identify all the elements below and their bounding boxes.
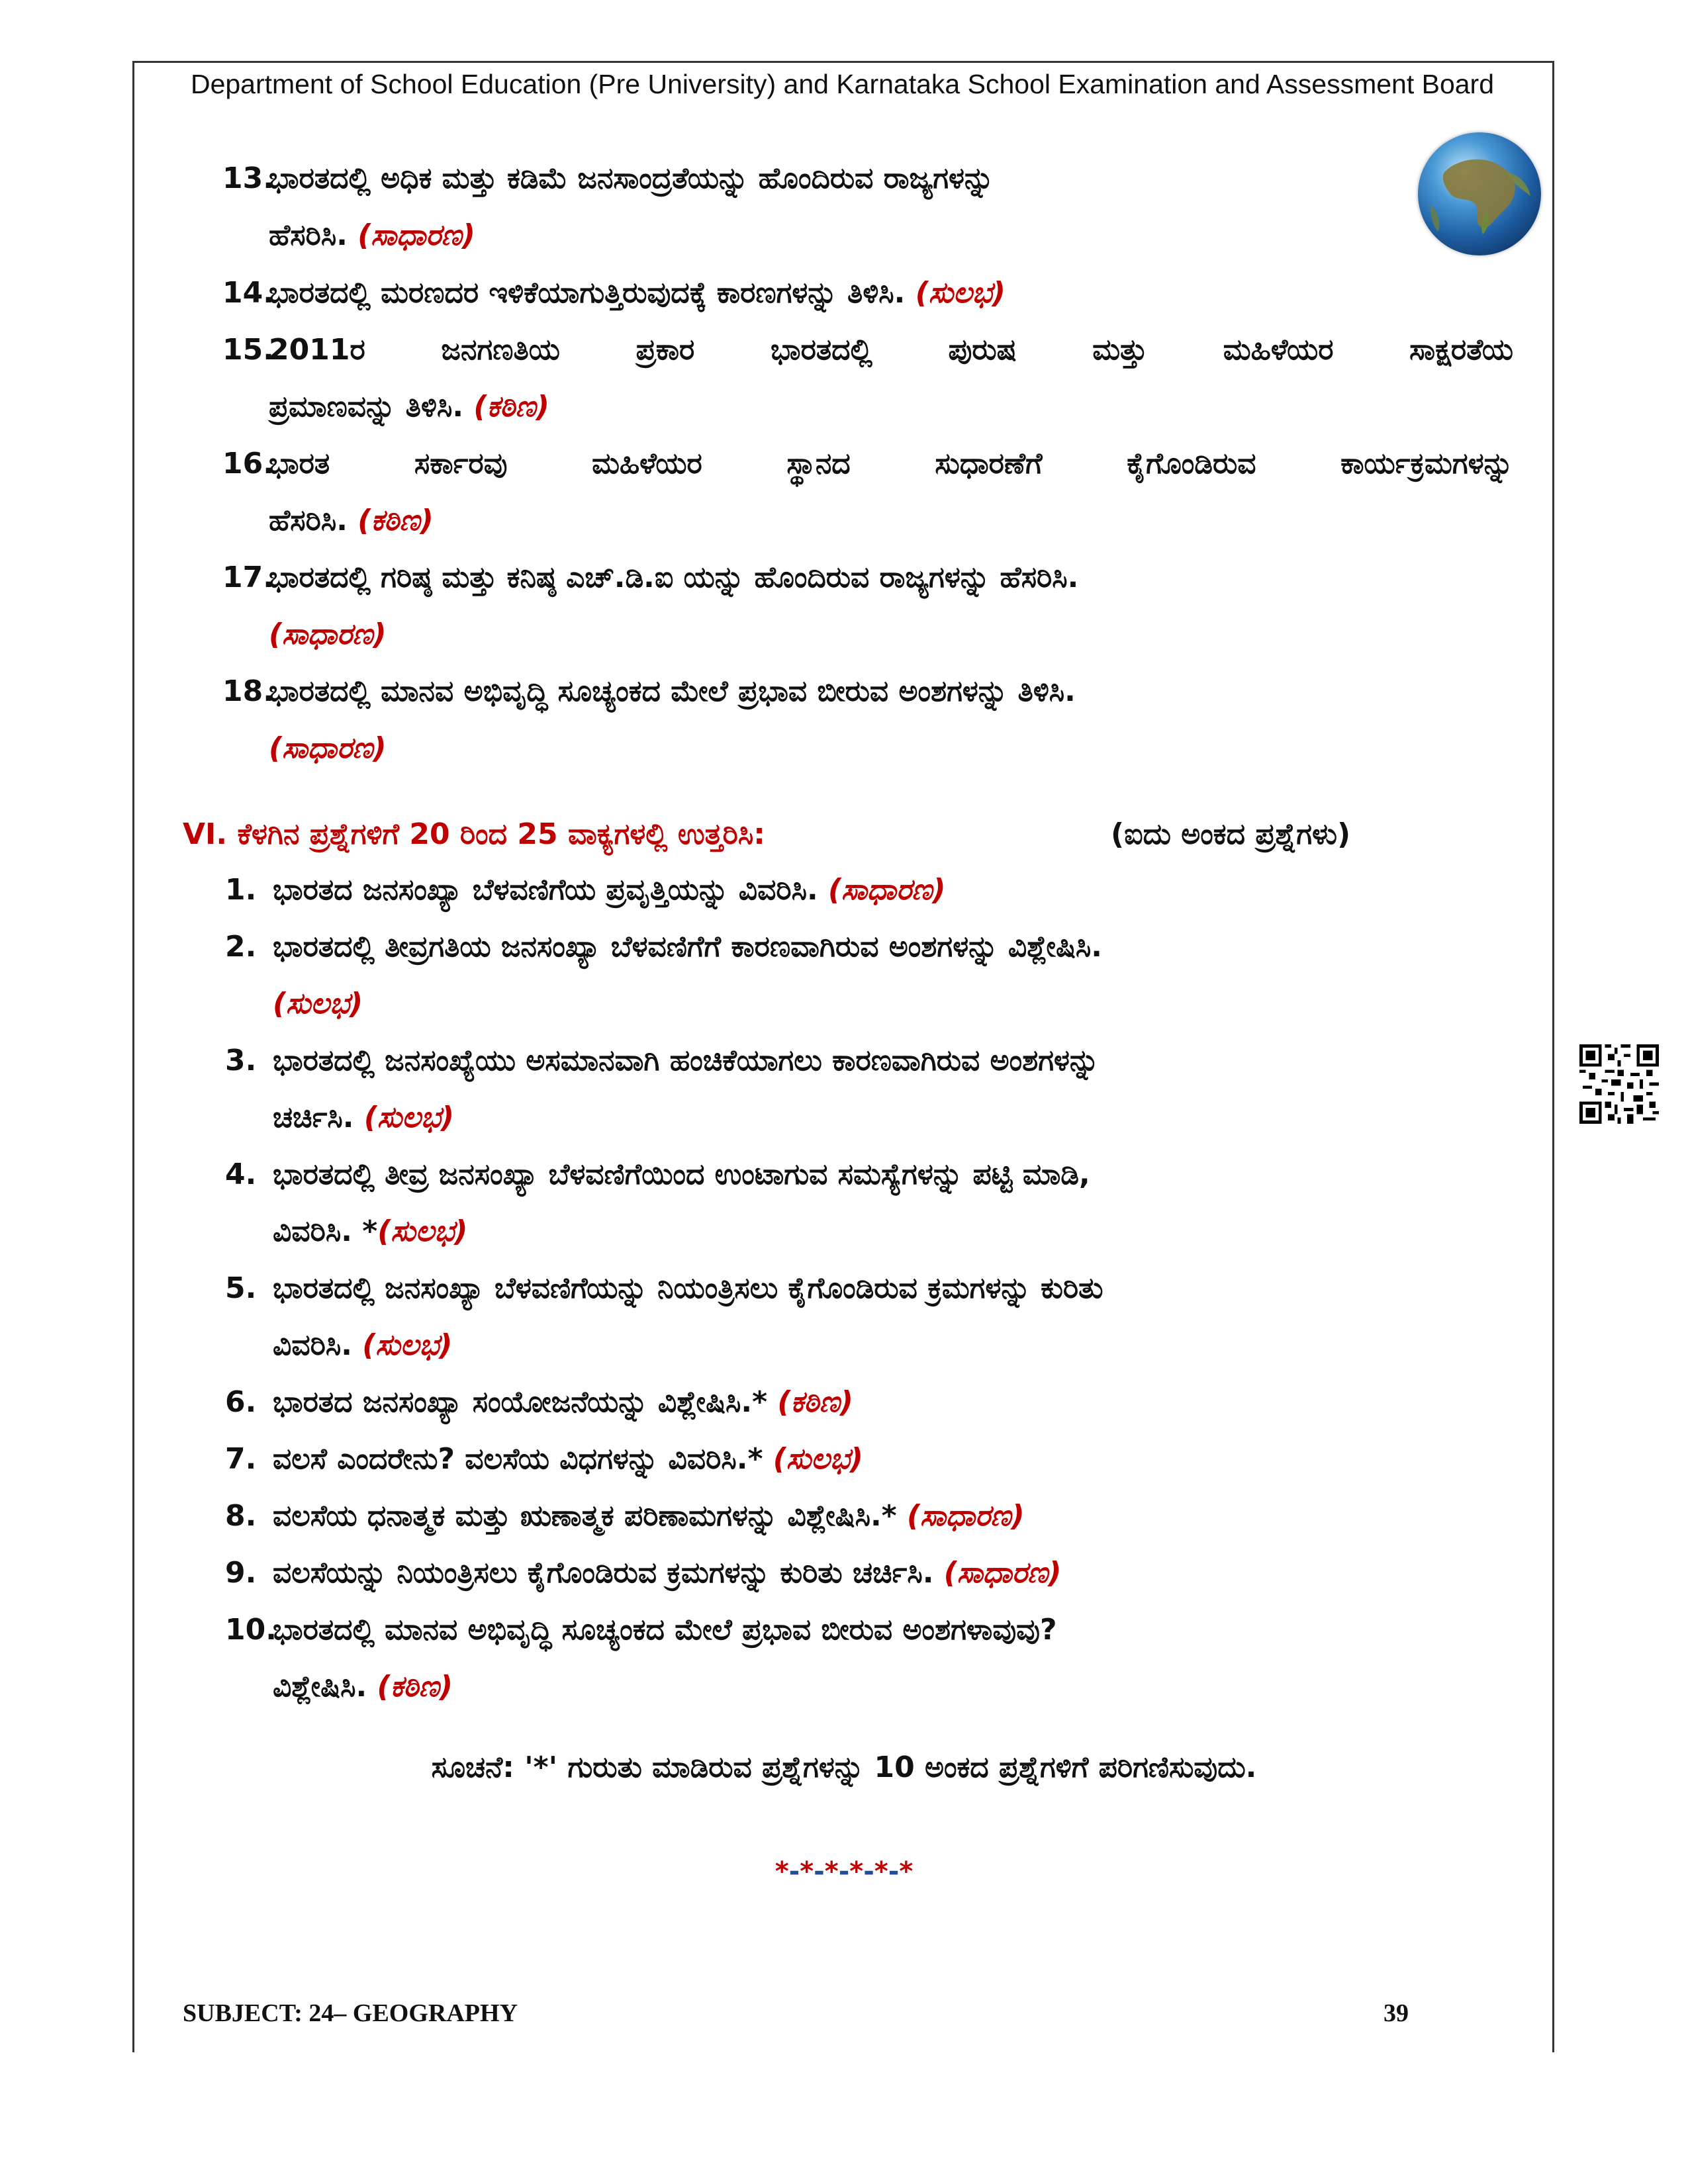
question-number: 10.	[225, 1613, 277, 1647]
question-text: ಭಾರತದಲ್ಲಿ ಗರಿಷ್ಠ ಮತ್ತು ಕನಿಷ್ಠ ಎಚ್.ಡಿ.ಐ ಯನ್ನು ಹೊಂದಿರುವ ರಾಜ್ಯಗಳನ್ನು ಹೆಸರಿಸಿ.	[269, 561, 1079, 594]
end-marker	[0, 1856, 1688, 1887]
question-text: ವಿವರಿಸಿ.	[273, 1328, 352, 1362]
question-number: 5.	[225, 1271, 257, 1305]
globe-landmass	[1418, 132, 1541, 255]
question-text: ಭಾರತದ ಜನಸಂಖ್ಯಾ ಸಂಯೋಜನೆಯನ್ನು ವಿಶ್ಲೇಷಿಸಿ.*	[273, 1385, 768, 1419]
question-number: 6.	[225, 1385, 257, 1419]
difficulty-tag: (ಸುಲಭ)	[773, 1442, 863, 1476]
question-2	[225, 919, 1516, 1032]
question-number: 15.	[222, 333, 274, 367]
instruction-note: ಸೂಚನೆ: '*' ಗುರುತು ಮಾಡಿರುವ ಪ್ರಶ್ನೆಗಳನ್ನು 10 ಅಂಕದ ಪ್ರಶ್ನೆಗಳಿಗೆ ಪರಿಗಣಿಸುವುದು.	[431, 1751, 1257, 1784]
difficulty-tag: (ಸುಲಭ)	[377, 1214, 468, 1248]
question-text: ಹೆಸರಿಸಿ.	[269, 504, 348, 537]
question-number: 8.	[225, 1499, 257, 1533]
question-number: 14.	[222, 276, 274, 310]
question-number: 16.	[222, 447, 274, 480]
question-number: 2.	[225, 930, 257, 964]
question-1	[225, 862, 1516, 919]
difficulty-tag: (ಸಾಧಾರಣ)	[269, 617, 387, 651]
question-8	[225, 1488, 1516, 1545]
difficulty-tag: (ಕಠಿಣ)	[473, 390, 549, 424]
difficulty-tag: (ಸುಲಭ)	[363, 1101, 454, 1134]
question-text: ಹೆಸರಿಸಿ.	[269, 218, 348, 252]
question-15	[222, 322, 1513, 435]
page-header: Department of School Education (Pre University) and Karnataka School Examination and Assessment Board	[190, 69, 1495, 99]
question-text: 2011ರ ಜನಗಣತಿಯ ಪ್ರಕಾರ ಭಾರತದಲ್ಲಿ ಪುರುಷ ಮತ್ತು ಮಹಿಳೆಯರ ಸಾಕ್ಷರತೆಯ	[269, 333, 1513, 367]
difficulty-tag: (ಕಠಿಣ)	[377, 1670, 453, 1704]
question-17	[222, 549, 1513, 663]
question-text: ಭಾರತದಲ್ಲಿ ಮಾನವ ಅಭಿವೃದ್ಧಿ ಸೂಚ್ಯಂಕದ ಮೇಲೆ ಪ್ರಭಾವ ಬೀರುವ ಅಂಶಗಳಾವುವು?	[273, 1613, 1057, 1647]
qr-code-icon[interactable]	[1579, 1044, 1659, 1124]
question-text: ಪ್ರಮಾಣವನ್ನು ತಿಳಿಸಿ.	[269, 390, 464, 424]
difficulty-tag: (ಸಾಧಾರಣ)	[907, 1499, 1025, 1533]
question-16	[222, 435, 1513, 549]
qr-code-graphic	[1579, 1044, 1659, 1124]
difficulty-tag: (ಸುಲಭ)	[362, 1328, 453, 1362]
difficulty-tag: (ಸಾಧಾರಣ)	[269, 731, 387, 765]
section-title: VI. ಕೆಳಗಿನ ಪ್ರಶ್ನೆಗಳಿಗೆ 20 ರಿಂದ 25 ವಾಕ್ಯಗಳಲ್ಲಿ ಉತ್ತರಿಸಿ:	[183, 817, 765, 851]
footer-subject: SUBJECT: 24– GEOGRAPHY	[183, 1999, 518, 2027]
question-text: ವಲಸೆ ಎಂದರೇನು? ವಲಸೆಯ ವಿಧಗಳನ್ನು ವಿವರಿಸಿ.*	[273, 1442, 763, 1476]
difficulty-tag: (ಕಠಿಣ)	[357, 504, 434, 537]
question-text: ಭಾರತದ ಜನಸಂಖ್ಯಾ ಬೆಳವಣಿಗೆಯ ಪ್ರವೃತ್ತಿಯನ್ನು ವಿವರಿಸಿ.	[273, 873, 818, 907]
question-9	[225, 1545, 1516, 1602]
end-marker-text: *-*-*-*-*-*	[774, 1856, 914, 1887]
question-4	[225, 1146, 1516, 1260]
question-5	[225, 1260, 1516, 1374]
question-number: 17.	[222, 561, 274, 594]
question-number: 18.	[222, 674, 274, 708]
question-text: ವಿವರಿಸಿ. *	[273, 1214, 378, 1248]
question-6	[225, 1374, 1516, 1431]
question-text: ವಿಶ್ಲೇಷಿಸಿ.	[273, 1670, 367, 1704]
question-text: ವಲಸೆಯನ್ನು ನಿಯಂತ್ರಿಸಲು ಕೈಗೊಂಡಿರುವ ಕ್ರಮಗಳನ್ನು ಕುರಿತು ಚರ್ಚಿಸಿ.	[273, 1556, 934, 1590]
question-13	[222, 150, 1361, 264]
question-text: ಭಾರತದಲ್ಲಿ ತೀವ್ರಗತಿಯ ಜನಸಂಖ್ಯಾ ಬೆಳವಣಿಗೆಗೆ ಕಾರಣವಾಗಿರುವ ಅಂಶಗಳನ್ನು ವಿಶ್ಲೇಷಿಸಿ.	[273, 930, 1102, 964]
difficulty-tag: (ಕಠಿಣ)	[777, 1385, 853, 1419]
question-number: 7.	[225, 1442, 257, 1476]
section-heading	[183, 806, 1440, 863]
difficulty-tag: (ಸಾಧಾರಣ)	[357, 218, 475, 252]
question-text: ಭಾರತ ಸರ್ಕಾರವು ಮಹಿಳೆಯರ ಸ್ಥಾನದ ಸುಧಾರಣೆಗೆ ಕೈಗೊಂಡಿರುವ ಕಾರ್ಯಕ್ರಮಗಳನ್ನು	[269, 447, 1513, 480]
question-number: 3.	[225, 1044, 257, 1077]
question-number: 9.	[225, 1556, 257, 1590]
question-14	[222, 265, 1513, 322]
question-number: 1.	[225, 873, 257, 907]
question-text: ಚರ್ಚಿಸಿ.	[273, 1101, 354, 1134]
difficulty-tag: (ಸಾಧಾರಣ)	[827, 873, 946, 907]
difficulty-tag: (ಸುಲಭ)	[915, 276, 1006, 310]
question-7	[225, 1431, 1516, 1488]
question-10	[225, 1602, 1516, 1715]
question-3	[225, 1032, 1516, 1146]
difficulty-tag: (ಸುಲಭ)	[273, 987, 363, 1021]
question-text: ಭಾರತದಲ್ಲಿ ಮಾನವ ಅಭಿವೃದ್ಧಿ ಸೂಚ್ಯಂಕದ ಮೇಲೆ ಪ್ರಭಾವ ಬೀರುವ ಅಂಶಗಳನ್ನು ತಿಳಿಸಿ.	[269, 674, 1076, 708]
section-marks: (ಐದು ಅಂಕದ ಪ್ರಶ್ನೆಗಳು)	[1111, 817, 1351, 851]
question-text: ಭಾರತದಲ್ಲಿ ಅಧಿಕ ಮತ್ತು ಕಡಿಮೆ ಜನಸಾಂದ್ರತೆಯನ್ನು ಹೊಂದಿರುವ ರಾಜ್ಯಗಳನ್ನು	[269, 161, 994, 195]
question-text: ಭಾರತದಲ್ಲಿ ತೀವ್ರ ಜನಸಂಖ್ಯಾ ಬೆಳವಣಿಗೆಯಿಂದ ಉಂಟಾಗುವ ಸಮಸ್ಯೆಗಳನ್ನು ಪಟ್ಟಿ ಮಾಡಿ,	[273, 1158, 1090, 1191]
question-text: ಭಾರತದಲ್ಲಿ ಮರಣದರ ಇಳಿಕೆಯಾಗುತ್ತಿರುವುದಕ್ಕೆ ಕಾರಣಗಳನ್ನು ತಿಳಿಸಿ.	[269, 276, 906, 310]
question-text: ಭಾರತದಲ್ಲಿ ಜನಸಂಖ್ಯೆಯು ಅಸಮಾನವಾಗಿ ಹಂಚಿಕೆಯಾಗಲು ಕಾರಣವಾಗಿರುವ ಅಂಶಗಳನ್ನು	[273, 1044, 1100, 1077]
globe-icon	[1418, 132, 1541, 255]
question-number: 13.	[222, 161, 274, 195]
question-text: ಭಾರತದಲ್ಲಿ ಜನಸಂಖ್ಯಾ ಬೆಳವಣಿಗೆಯನ್ನು ನಿಯಂತ್ರಿಸಲು ಕೈಗೊಂಡಿರುವ ಕ್ರಮಗಳನ್ನು ಕುರಿತು	[273, 1271, 1103, 1305]
page-number: 39	[1383, 1999, 1409, 2027]
question-text: ವಲಸೆಯ ಧನಾತ್ಮಕ ಮತ್ತು ಋಣಾತ್ಮಕ ಪರಿಣಾಮಗಳನ್ನು ವಿಶ್ಲೇಷಿಸಿ.*	[273, 1499, 897, 1533]
question-number: 4.	[225, 1158, 257, 1191]
question-18	[222, 663, 1513, 777]
difficulty-tag: (ಸಾಧಾರಣ)	[943, 1556, 1062, 1590]
